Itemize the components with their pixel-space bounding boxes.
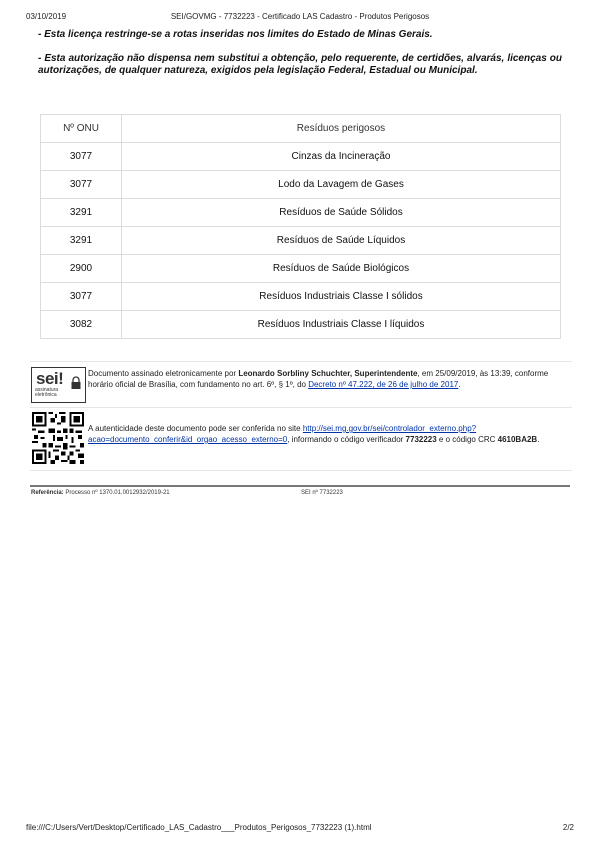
hazardous-waste-table — [40, 114, 561, 339]
signer-separator: , — [349, 369, 355, 378]
cell-onu: 3077 — [41, 283, 122, 311]
cell-residuo: Resíduos de Saúde Sólidos — [122, 199, 561, 227]
cell-onu: 3077 — [41, 171, 122, 199]
cell-residuo: Cinzas da Incineração — [122, 143, 561, 171]
cell-onu: 3082 — [41, 311, 122, 339]
sei-logo-subtitle-line-2: eletrônica — [35, 392, 57, 398]
qr-code-icon — [32, 412, 84, 464]
table-row — [41, 311, 561, 339]
padlock-icon — [70, 376, 82, 390]
cell-residuo: Resíduos de Saúde Líquidos — [122, 227, 561, 255]
decree-link[interactable]: Decreto nº 47.222, de 26 de julho de 2017 — [308, 380, 459, 389]
authenticity-text-start: A autenticidade deste documento pode ser conferida no site — [88, 424, 303, 433]
signature-text-end: . — [458, 380, 461, 389]
print-header — [26, 12, 574, 24]
crc-code: 4610BA2B — [497, 435, 538, 444]
table-row — [41, 199, 561, 227]
table-header-row — [41, 115, 561, 143]
sei-logo-subtitle — [35, 388, 58, 398]
column-header-onu: Nº ONU — [41, 115, 122, 143]
authenticity-text-middle: , informando o código verificador — [287, 435, 406, 444]
reference-label: Referência: — [31, 490, 64, 496]
cell-residuo: Lodo da Lavagem de Gases — [122, 171, 561, 199]
authenticity-statement — [88, 423, 572, 445]
signature-statement — [88, 368, 572, 390]
verifier-code: 7732223 — [405, 435, 437, 444]
cell-onu: 3291 — [41, 199, 122, 227]
verification-site-link[interactable]: http://sei.mg.gov.br/sei/controlador_externo.php?acao=documento_conferir&id_orgao_acesso_externo=0 — [88, 424, 477, 444]
authenticity-text-end: . — [537, 435, 540, 444]
print-page-number: 2/2 — [562, 823, 574, 832]
print-file-path: file:///C:/Users/Vert/Desktop/Certificado_LAS_Cadastro___Produtos_Perigosos_7732223 (1).html — [26, 823, 372, 832]
reference-sei-number: SEI nº 7732223 — [301, 490, 343, 496]
cell-onu: 2900 — [41, 255, 122, 283]
signature-text-middle: , em 25/09/2019, às 13:39, conforme horário oficial de Brasília, com fundamento no art. 6º, § 1º, do — [88, 369, 549, 389]
sei-logo-subtitle-line-1: assinatura — [35, 387, 59, 393]
cell-residuo: Resíduos de Saúde Biológicos — [122, 255, 561, 283]
sei-logo-word: sei! — [36, 369, 64, 388]
table-row — [41, 171, 561, 199]
notice-authorization: - Esta autorização não dispensa nem substitui a obtenção, pelo requerente, de certidões, alvarás, licenças ou autorizações, de qualquer natureza, exigidos pela legislação Federal, Estadual ou Municipal. — [38, 53, 562, 76]
signer-name: Leonardo Sorbliny Schuchter — [238, 369, 350, 378]
signer-role: Superintendente — [354, 369, 418, 378]
cell-onu: 3291 — [41, 227, 122, 255]
print-title: SEI/GOVMG - 7732223 - Certificado LAS Cadastro - Produtos Perigosos — [170, 12, 430, 21]
cell-residuo: Resíduos Industriais Classe I sólidos — [122, 283, 561, 311]
notice-route-restriction: - Esta licença restringe-se a rotas inseridas nos limites do Estado de Minas Gerais. — [38, 29, 433, 40]
reference-process-number: Processo nº 1370.01.0012932/2019-21 — [63, 490, 170, 496]
reference-divider — [30, 485, 570, 487]
cell-onu: 3077 — [41, 143, 122, 171]
authenticity-text-crc: e o código CRC — [436, 435, 498, 444]
column-header-residuos: Resíduos perigosos — [122, 115, 561, 143]
table-row — [41, 255, 561, 283]
table-row — [41, 283, 561, 311]
table-row — [41, 143, 561, 171]
sei-signature-logo — [31, 367, 86, 403]
cell-residuo: Resíduos Industriais Classe I líquidos — [122, 311, 561, 339]
table-row — [41, 227, 561, 255]
authenticity-block — [30, 407, 572, 471]
reference-process — [31, 490, 170, 496]
print-date: 03/10/2019 — [26, 12, 67, 21]
signature-text-start: Documento assinado eletronicamente por — [88, 369, 239, 378]
electronic-signature-block — [30, 361, 572, 408]
